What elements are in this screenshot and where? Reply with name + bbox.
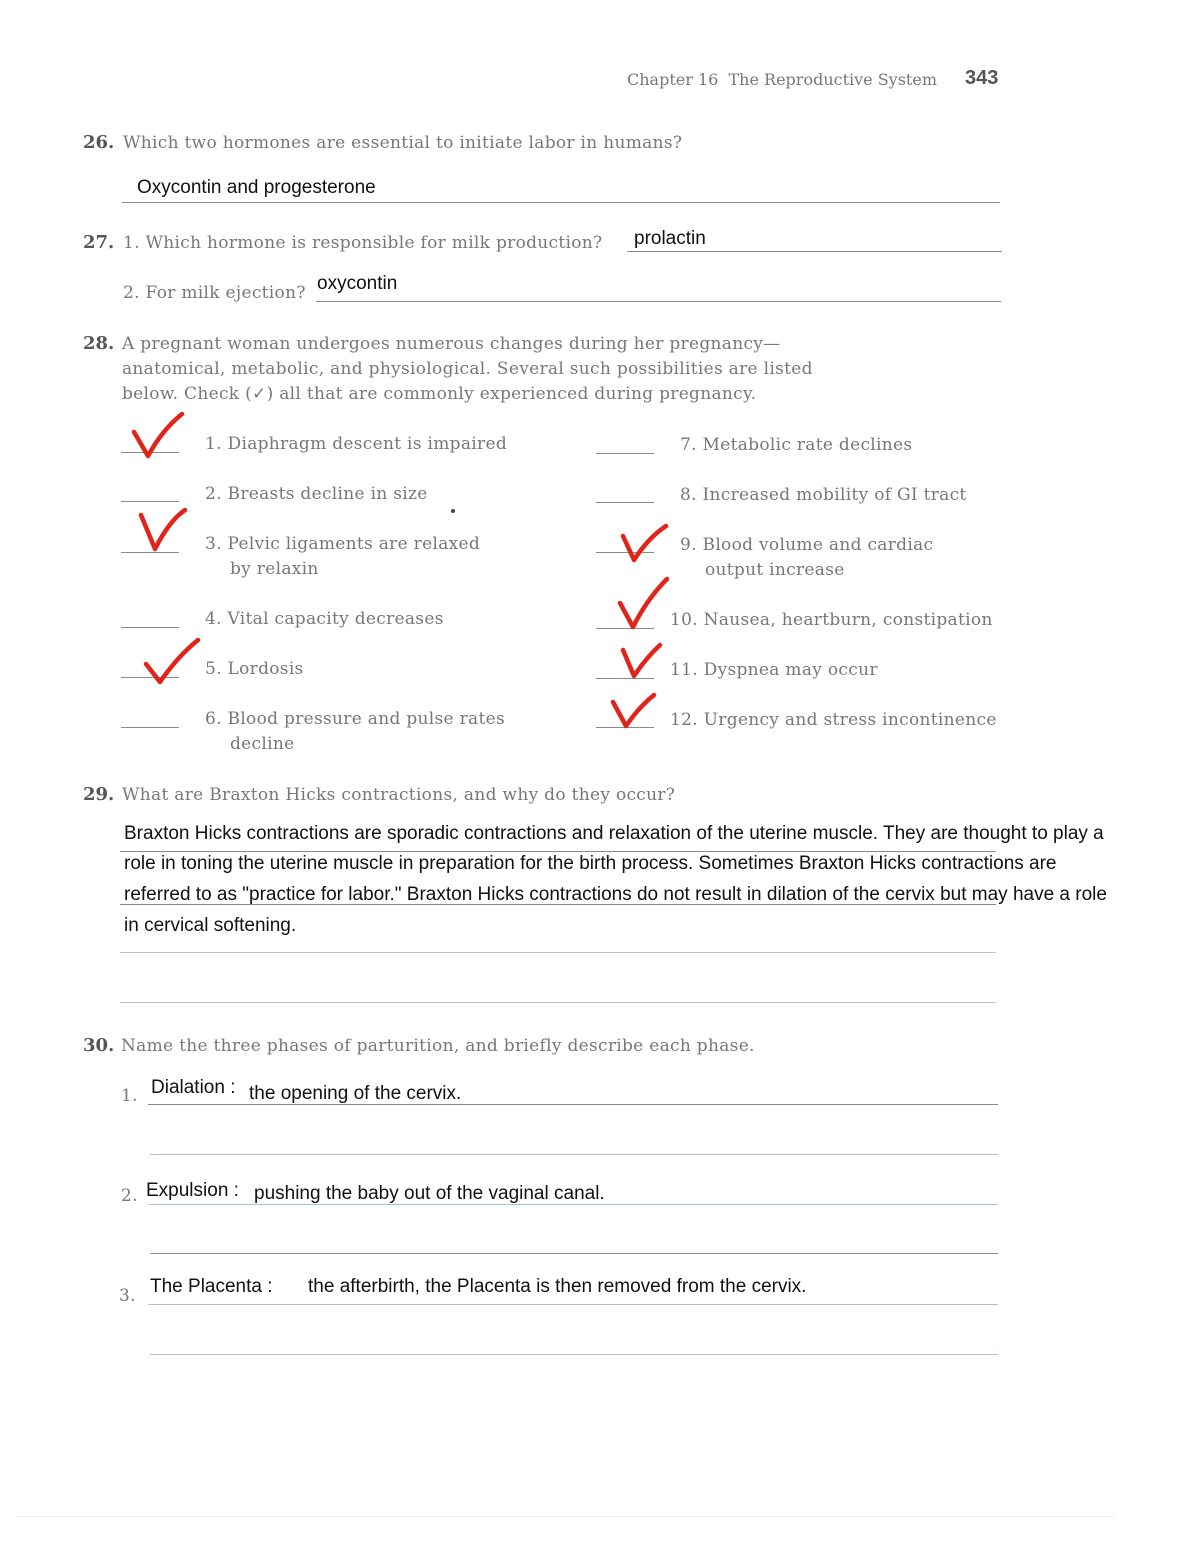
q28-item1-check-icon <box>128 410 188 464</box>
q27-part1-answer[interactable]: prolactin <box>634 228 706 249</box>
q30-phase3-line2 <box>150 1354 998 1355</box>
q28-item10-label: 10. Nausea, heartburn, constipation <box>670 610 993 630</box>
q26-number: 26. <box>83 132 115 153</box>
q28-prompt-line3: below. Check (✓) all that are commonly experienced during pregnancy. <box>122 384 757 404</box>
q30-phase3-line <box>148 1304 998 1305</box>
q28-item5-label: 5. Lordosis <box>205 659 304 679</box>
q29-prompt: What are Braxton Hicks contractions, and why do they occur? <box>122 785 676 805</box>
q27-part2-line <box>316 301 1001 302</box>
q29-rule-1 <box>120 851 996 852</box>
q29-answer-line3[interactable]: referred to as "practice for labor." Braxton Hicks contractions do not result in dilation of the cervix but may have a role <box>124 884 1107 905</box>
q30-phase1-name[interactable]: Dialation : <box>151 1077 236 1098</box>
q28-item10-check-icon <box>615 575 671 633</box>
q30-phase3-num: 3. <box>119 1286 136 1306</box>
q28-item2-label: 2. Breasts decline in size <box>205 484 428 504</box>
q28-item3-check-icon <box>135 505 190 555</box>
q28-item9-label-cont: output increase <box>705 560 845 580</box>
q28-item4-label: 4. Vital capacity decreases <box>205 609 444 629</box>
q28-item9-label: 9. Blood volume and cardiac <box>680 535 934 555</box>
q30-phase3-name[interactable]: The Placenta : <box>150 1276 273 1297</box>
q28-item6-label-cont: decline <box>230 734 295 754</box>
q28-item11-check-icon <box>618 640 664 682</box>
q30-phase2-line <box>148 1204 998 1205</box>
q28-item4-blank[interactable] <box>121 627 179 628</box>
page-number: 343 <box>965 67 999 89</box>
q30-prompt: Name the three phases of parturition, and briefly describe each phase. <box>121 1036 755 1056</box>
q28-item2-blank[interactable] <box>121 501 179 502</box>
q26-answer-line <box>122 202 1000 203</box>
q27-part1-line <box>627 251 1002 252</box>
q30-phase3-description[interactable]: the afterbirth, the Placenta is then removed from the cervix. <box>308 1276 807 1297</box>
q28-item9-check-icon <box>618 520 670 566</box>
q28-item7-label: 7. Metabolic rate declines <box>680 435 913 455</box>
q29-number: 29. <box>83 784 115 805</box>
q30-phase1-line2 <box>150 1154 998 1155</box>
q29-rule-2 <box>120 904 996 905</box>
q30-phase2-description[interactable]: pushing the baby out of the vaginal canal. <box>254 1183 605 1204</box>
q29-answer-line1[interactable]: Braxton Hicks contractions are sporadic contractions and relaxation of the uterine muscle. They are thought to play a <box>124 823 1104 844</box>
q28-item5-check-icon <box>140 636 202 688</box>
q28-prompt-line1: A pregnant woman undergoes numerous changes during her pregnancy— <box>122 334 781 354</box>
q29-answer-line4[interactable]: in cervical softening. <box>124 915 297 936</box>
q27-number: 27. <box>83 232 115 253</box>
q28-item7-blank[interactable] <box>596 453 654 454</box>
q27-part1-prompt: 1. Which hormone is responsible for milk production? <box>123 233 603 253</box>
q30-phase1-line <box>148 1104 998 1105</box>
q28-item8-label: 8. Increased mobility of GI tract <box>680 485 967 505</box>
stray-mark <box>451 509 455 513</box>
q27-part2-answer[interactable]: oxycontin <box>317 273 398 294</box>
q29-answer-line2[interactable]: role in toning the uterine muscle in preparation for the birth process. Sometimes Braxton Hicks contractions are <box>124 853 1057 874</box>
q26-prompt: Which two hormones are essential to initiate labor in humans? <box>123 133 683 153</box>
q28-item12-label: 12. Urgency and stress incontinence <box>670 710 997 730</box>
q30-phase2-name[interactable]: Expulsion : <box>146 1180 239 1201</box>
q30-phase1-num: 1. <box>121 1086 138 1106</box>
q30-number: 30. <box>83 1035 115 1056</box>
chapter-label: Chapter 16 The Reproductive System <box>627 70 937 89</box>
q28-item3-label-cont: by relaxin <box>230 559 319 579</box>
q29-rule-4 <box>120 1002 996 1003</box>
q28-item12-check-icon <box>608 690 658 732</box>
q28-item3-label: 3. Pelvic ligaments are relaxed <box>205 534 481 554</box>
q28-number: 28. <box>83 333 115 354</box>
q28-item1-label: 1. Diaphragm descent is impaired <box>205 434 508 454</box>
scan-edge <box>15 1516 1115 1517</box>
q28-item6-blank[interactable] <box>121 727 179 728</box>
q29-rule-3 <box>120 952 996 953</box>
q30-phase2-line2 <box>150 1253 998 1254</box>
q27-part2-prompt: 2. For milk ejection? <box>123 283 306 303</box>
q26-answer[interactable]: Oxycontin and progesterone <box>137 177 376 198</box>
q28-prompt-line2: anatomical, metabolic, and physiological. Several such possibilities are listed <box>122 359 813 379</box>
q28-item6-label: 6. Blood pressure and pulse rates <box>205 709 505 729</box>
q30-phase1-description[interactable]: the opening of the cervix. <box>249 1083 462 1104</box>
q30-phase2-num: 2. <box>121 1186 138 1206</box>
q28-item8-blank[interactable] <box>596 502 654 503</box>
q28-item11-label: 11. Dyspnea may occur <box>670 660 878 680</box>
